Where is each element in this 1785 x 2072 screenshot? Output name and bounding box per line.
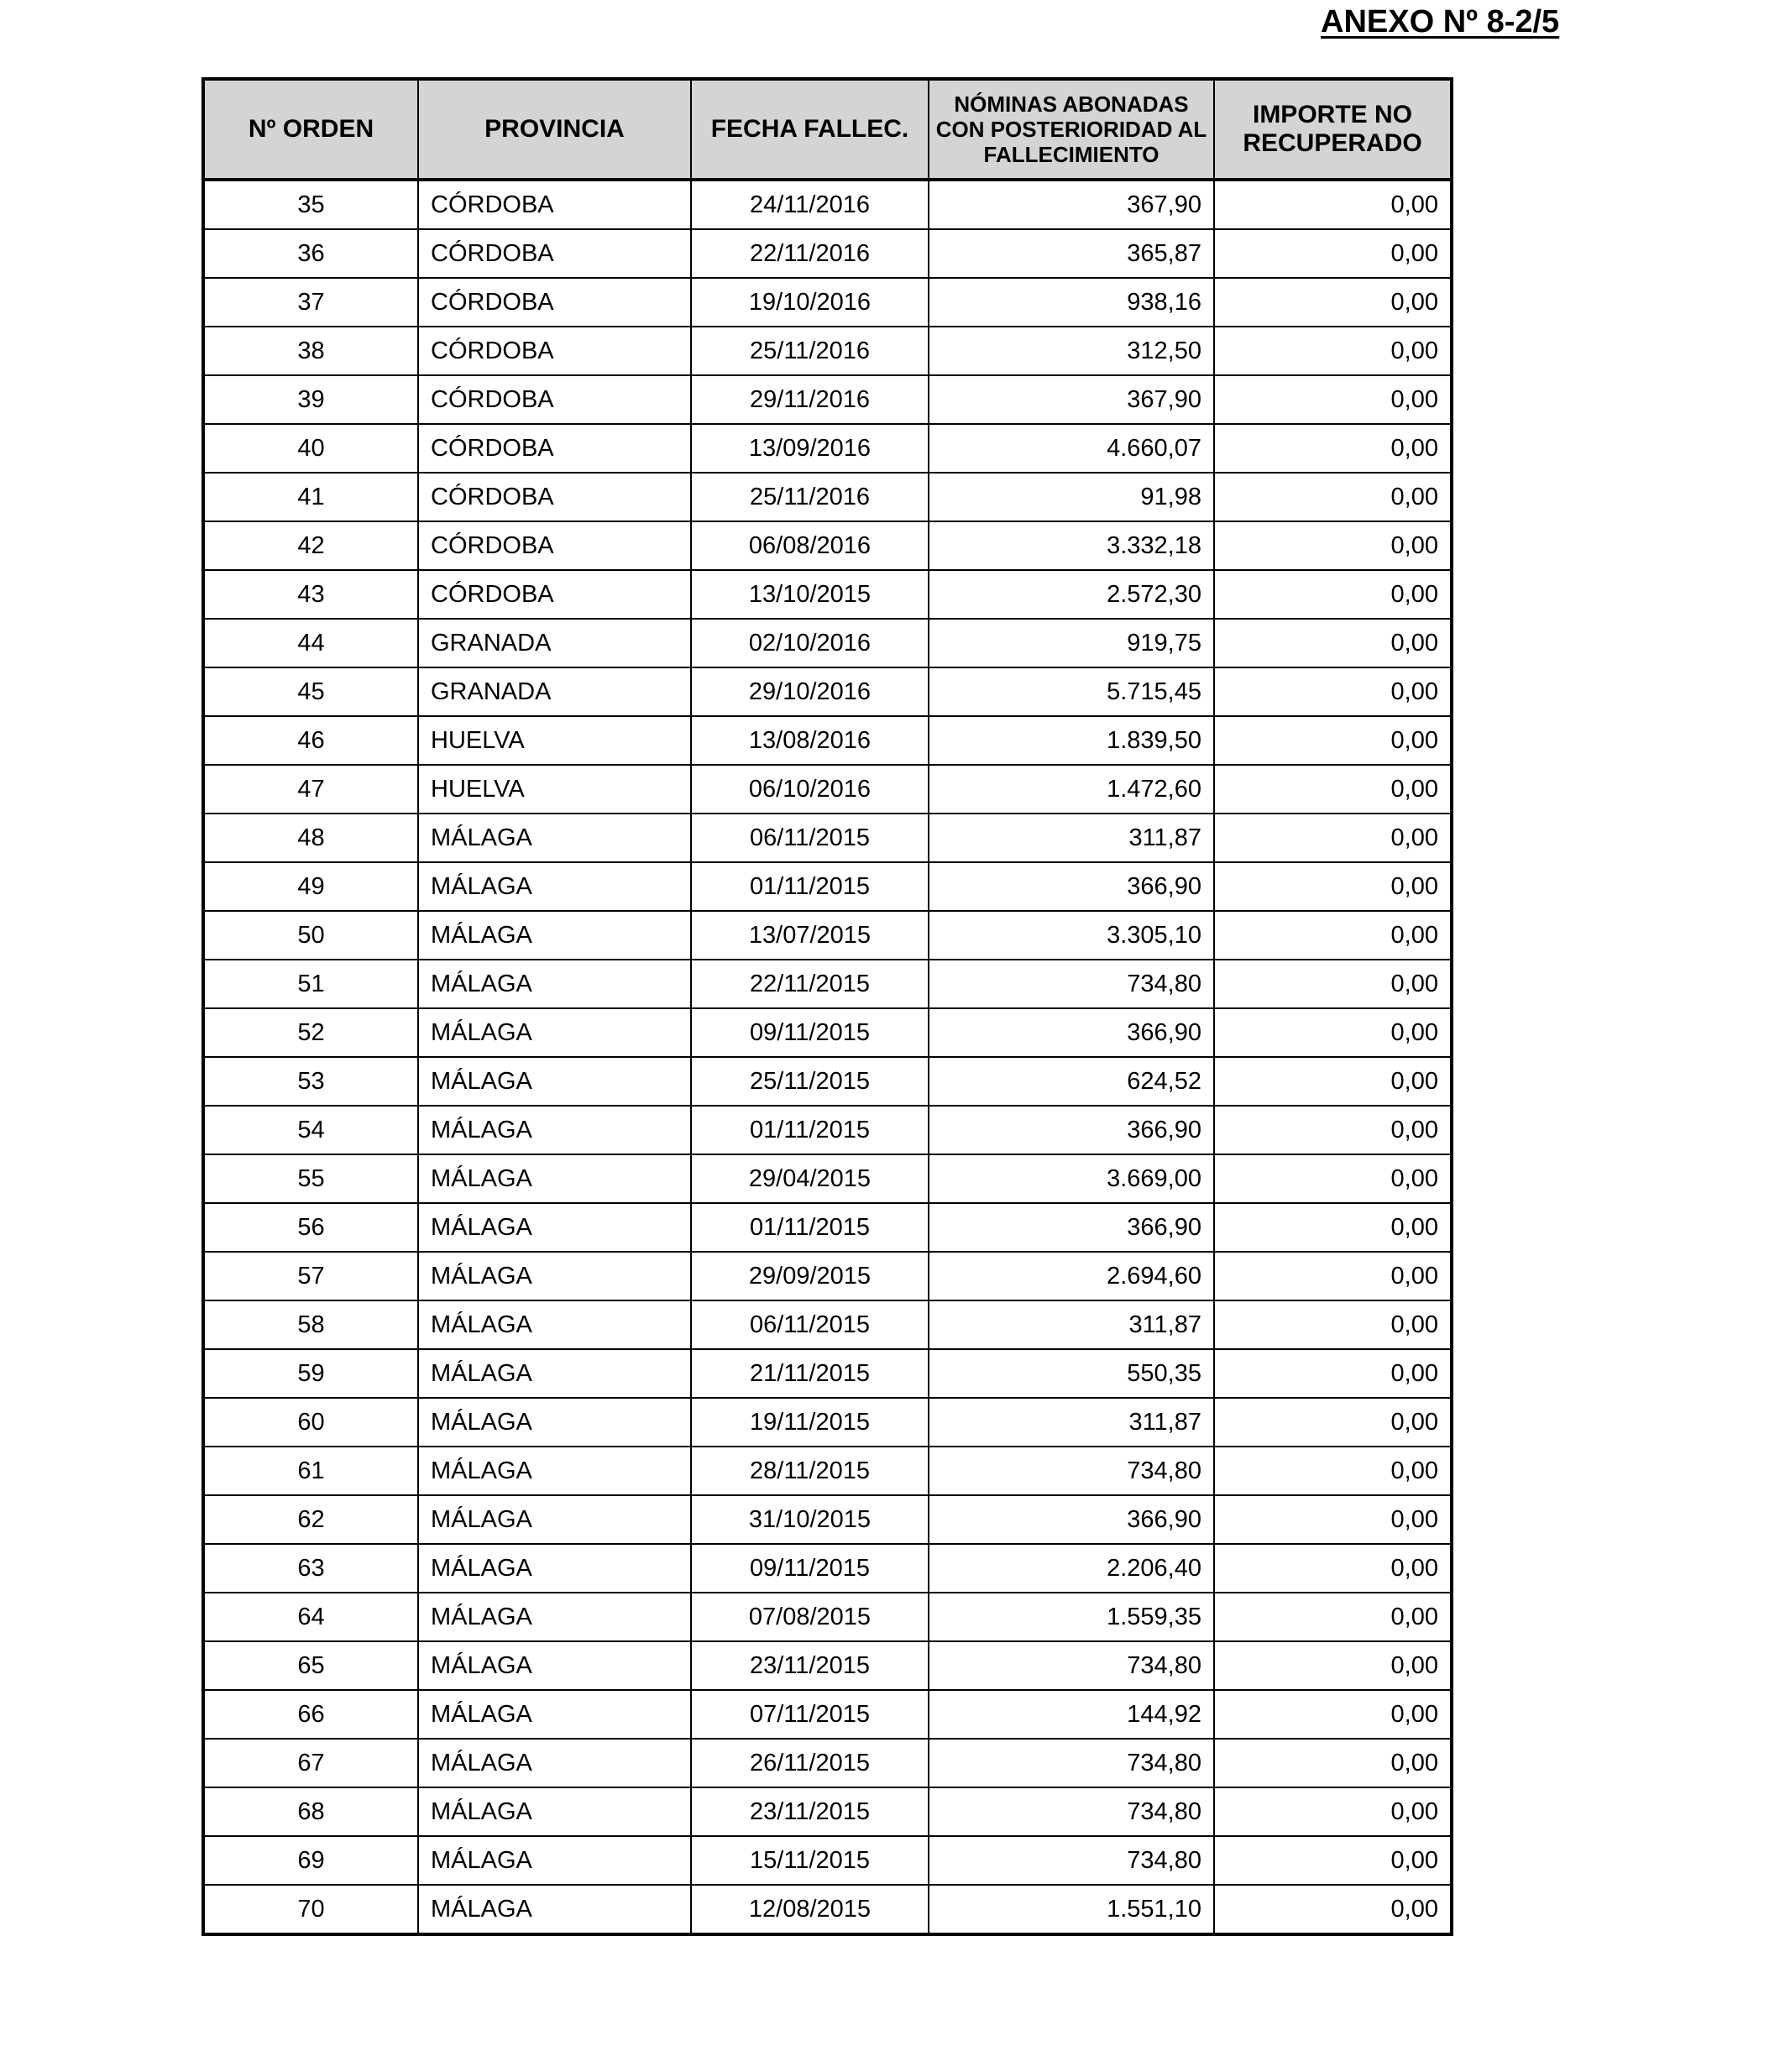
row-fecha: 13/07/2015 [691, 911, 929, 960]
row-nominas: 91,98 [929, 473, 1214, 521]
row-fecha: 13/09/2016 [691, 424, 929, 473]
row-provincia: MÁLAGA [418, 1057, 691, 1106]
row-nominas: 144,92 [929, 1690, 1214, 1739]
header-provincia: PROVINCIA [418, 79, 691, 180]
row-importe: 0,00 [1214, 667, 1452, 716]
table-header [203, 79, 1452, 180]
row-fecha: 25/11/2015 [691, 1057, 929, 1106]
table-row [203, 960, 1452, 1008]
row-nominas: 734,80 [929, 1739, 1214, 1787]
table-row [203, 1544, 1452, 1593]
row-provincia: MÁLAGA [418, 1836, 691, 1885]
row-importe: 0,00 [1214, 570, 1452, 619]
row-provincia: MÁLAGA [418, 1106, 691, 1154]
row-orden: 52 [203, 1008, 418, 1057]
table-row [203, 180, 1452, 229]
table-row [203, 1008, 1452, 1057]
row-orden: 68 [203, 1787, 418, 1836]
row-fecha: 13/08/2016 [691, 716, 929, 765]
row-importe: 0,00 [1214, 1300, 1452, 1349]
row-orden: 43 [203, 570, 418, 619]
row-orden: 37 [203, 278, 418, 327]
row-provincia: CÓRDOBA [418, 327, 691, 375]
table-row [203, 327, 1452, 375]
row-fecha: 06/11/2015 [691, 814, 929, 862]
row-importe: 0,00 [1214, 1154, 1452, 1203]
row-fecha: 29/04/2015 [691, 1154, 929, 1203]
row-provincia: MÁLAGA [418, 1447, 691, 1495]
row-orden: 38 [203, 327, 418, 375]
table-row [203, 1787, 1452, 1836]
table-row [203, 911, 1452, 960]
row-orden: 67 [203, 1739, 418, 1787]
table-row [203, 1398, 1452, 1447]
table-row [203, 667, 1452, 716]
row-orden: 60 [203, 1398, 418, 1447]
table-row [203, 1203, 1452, 1252]
table-row [203, 862, 1452, 911]
row-nominas: 734,80 [929, 1836, 1214, 1885]
row-nominas: 1.559,35 [929, 1593, 1214, 1641]
header-row [203, 79, 1452, 180]
row-orden: 40 [203, 424, 418, 473]
row-provincia: HUELVA [418, 716, 691, 765]
row-nominas: 311,87 [929, 814, 1214, 862]
row-orden: 61 [203, 1447, 418, 1495]
row-provincia: MÁLAGA [418, 1544, 691, 1593]
row-fecha: 13/10/2015 [691, 570, 929, 619]
row-fecha: 01/11/2015 [691, 1106, 929, 1154]
row-provincia: MÁLAGA [418, 1787, 691, 1836]
row-provincia: MÁLAGA [418, 1203, 691, 1252]
row-importe: 0,00 [1214, 327, 1452, 375]
row-provincia: GRANADA [418, 619, 691, 667]
row-importe: 0,00 [1214, 1495, 1452, 1544]
row-nominas: 2.206,40 [929, 1544, 1214, 1593]
table-row [203, 1690, 1452, 1739]
row-orden: 70 [203, 1885, 418, 1934]
row-nominas: 734,80 [929, 1641, 1214, 1690]
row-orden: 47 [203, 765, 418, 814]
row-nominas: 1.472,60 [929, 765, 1214, 814]
row-orden: 50 [203, 911, 418, 960]
table-row [203, 278, 1452, 327]
row-importe: 0,00 [1214, 1885, 1452, 1934]
row-fecha: 28/11/2015 [691, 1447, 929, 1495]
row-fecha: 07/08/2015 [691, 1593, 929, 1641]
row-provincia: CÓRDOBA [418, 180, 691, 229]
row-nominas: 3.305,10 [929, 911, 1214, 960]
row-provincia: CÓRDOBA [418, 521, 691, 570]
header-fecha: FECHA FALLEC. [691, 79, 929, 180]
row-importe: 0,00 [1214, 375, 1452, 424]
table-row [203, 229, 1452, 278]
row-importe: 0,00 [1214, 278, 1452, 327]
row-fecha: 29/09/2015 [691, 1252, 929, 1300]
row-orden: 49 [203, 862, 418, 911]
row-provincia: MÁLAGA [418, 911, 691, 960]
row-nominas: 2.694,60 [929, 1252, 1214, 1300]
row-orden: 53 [203, 1057, 418, 1106]
table-row [203, 1739, 1452, 1787]
table-row [203, 1641, 1452, 1690]
row-importe: 0,00 [1214, 424, 1452, 473]
row-nominas: 312,50 [929, 327, 1214, 375]
row-fecha: 06/11/2015 [691, 1300, 929, 1349]
row-provincia: MÁLAGA [418, 1300, 691, 1349]
row-orden: 59 [203, 1349, 418, 1398]
table-row [203, 765, 1452, 814]
row-nominas: 734,80 [929, 960, 1214, 1008]
table-row [203, 1495, 1452, 1544]
row-nominas: 919,75 [929, 619, 1214, 667]
header-orden: Nº ORDEN [203, 79, 418, 180]
row-importe: 0,00 [1214, 619, 1452, 667]
row-importe: 0,00 [1214, 1349, 1452, 1398]
row-fecha: 21/11/2015 [691, 1349, 929, 1398]
row-fecha: 01/11/2015 [691, 1203, 929, 1252]
row-importe: 0,00 [1214, 1593, 1452, 1641]
row-importe: 0,00 [1214, 862, 1452, 911]
table-row [203, 1106, 1452, 1154]
row-provincia: MÁLAGA [418, 1398, 691, 1447]
row-orden: 42 [203, 521, 418, 570]
row-orden: 65 [203, 1641, 418, 1690]
table-row [203, 619, 1452, 667]
row-provincia: CÓRDOBA [418, 278, 691, 327]
row-fecha: 31/10/2015 [691, 1495, 929, 1544]
table-body [203, 180, 1452, 1934]
row-importe: 0,00 [1214, 1544, 1452, 1593]
row-provincia: CÓRDOBA [418, 375, 691, 424]
row-nominas: 366,90 [929, 1106, 1214, 1154]
row-provincia: MÁLAGA [418, 960, 691, 1008]
row-importe: 0,00 [1214, 1690, 1452, 1739]
row-orden: 62 [203, 1495, 418, 1544]
row-importe: 0,00 [1214, 1836, 1452, 1885]
row-nominas: 366,90 [929, 862, 1214, 911]
row-fecha: 22/11/2016 [691, 229, 929, 278]
row-nominas: 5.715,45 [929, 667, 1214, 716]
row-importe: 0,00 [1214, 1057, 1452, 1106]
row-provincia: HUELVA [418, 765, 691, 814]
row-nominas: 365,87 [929, 229, 1214, 278]
table-row [203, 1252, 1452, 1300]
table-row [203, 716, 1452, 765]
row-fecha: 25/11/2016 [691, 327, 929, 375]
row-nominas: 366,90 [929, 1203, 1214, 1252]
table-row [203, 1300, 1452, 1349]
row-importe: 0,00 [1214, 1252, 1452, 1300]
row-orden: 51 [203, 960, 418, 1008]
row-importe: 0,00 [1214, 814, 1452, 862]
row-importe: 0,00 [1214, 1447, 1452, 1495]
row-nominas: 550,35 [929, 1349, 1214, 1398]
row-orden: 45 [203, 667, 418, 716]
row-orden: 66 [203, 1690, 418, 1739]
row-nominas: 624,52 [929, 1057, 1214, 1106]
table-row [203, 814, 1452, 862]
row-importe: 0,00 [1214, 521, 1452, 570]
row-fecha: 29/10/2016 [691, 667, 929, 716]
table-row [203, 375, 1452, 424]
row-provincia: MÁLAGA [418, 862, 691, 911]
row-provincia: MÁLAGA [418, 1154, 691, 1203]
row-importe: 0,00 [1214, 765, 1452, 814]
row-importe: 0,00 [1214, 1787, 1452, 1836]
row-provincia: MÁLAGA [418, 1739, 691, 1787]
row-provincia: CÓRDOBA [418, 424, 691, 473]
row-fecha: 22/11/2015 [691, 960, 929, 1008]
row-importe: 0,00 [1214, 1008, 1452, 1057]
table-row [203, 1593, 1452, 1641]
row-fecha: 12/08/2015 [691, 1885, 929, 1934]
row-provincia: MÁLAGA [418, 1008, 691, 1057]
row-fecha: 09/11/2015 [691, 1008, 929, 1057]
row-fecha: 23/11/2015 [691, 1641, 929, 1690]
row-orden: 46 [203, 716, 418, 765]
table-row [203, 521, 1452, 570]
row-nominas: 367,90 [929, 180, 1214, 229]
row-orden: 36 [203, 229, 418, 278]
table-row [203, 1057, 1452, 1106]
row-provincia: MÁLAGA [418, 1495, 691, 1544]
row-importe: 0,00 [1214, 716, 1452, 765]
row-importe: 0,00 [1214, 473, 1452, 521]
row-fecha: 06/08/2016 [691, 521, 929, 570]
row-orden: 57 [203, 1252, 418, 1300]
row-nominas: 366,90 [929, 1008, 1214, 1057]
row-provincia: MÁLAGA [418, 1349, 691, 1398]
row-importe: 0,00 [1214, 1641, 1452, 1690]
row-importe: 0,00 [1214, 1398, 1452, 1447]
row-nominas: 2.572,30 [929, 570, 1214, 619]
row-nominas: 3.669,00 [929, 1154, 1214, 1203]
row-fecha: 24/11/2016 [691, 180, 929, 229]
row-fecha: 02/10/2016 [691, 619, 929, 667]
row-importe: 0,00 [1214, 180, 1452, 229]
row-orden: 58 [203, 1300, 418, 1349]
row-nominas: 3.332,18 [929, 521, 1214, 570]
row-fecha: 06/10/2016 [691, 765, 929, 814]
row-importe: 0,00 [1214, 1106, 1452, 1154]
row-nominas: 938,16 [929, 278, 1214, 327]
row-nominas: 1.551,10 [929, 1885, 1214, 1934]
row-orden: 41 [203, 473, 418, 521]
row-fecha: 25/11/2016 [691, 473, 929, 521]
row-orden: 56 [203, 1203, 418, 1252]
row-orden: 35 [203, 180, 418, 229]
table-row [203, 424, 1452, 473]
row-orden: 55 [203, 1154, 418, 1203]
row-provincia: CÓRDOBA [418, 570, 691, 619]
row-orden: 48 [203, 814, 418, 862]
row-fecha: 09/11/2015 [691, 1544, 929, 1593]
row-fecha: 29/11/2016 [691, 375, 929, 424]
row-provincia: MÁLAGA [418, 1641, 691, 1690]
row-fecha: 07/11/2015 [691, 1690, 929, 1739]
row-fecha: 01/11/2015 [691, 862, 929, 911]
row-provincia: MÁLAGA [418, 814, 691, 862]
row-nominas: 366,90 [929, 1495, 1214, 1544]
row-nominas: 367,90 [929, 375, 1214, 424]
header-importe: IMPORTE NO RECUPERADO [1214, 79, 1452, 180]
row-importe: 0,00 [1214, 911, 1452, 960]
table-row [203, 1154, 1452, 1203]
row-provincia: MÁLAGA [418, 1593, 691, 1641]
row-fecha: 19/10/2016 [691, 278, 929, 327]
table-row [203, 1447, 1452, 1495]
row-provincia: MÁLAGA [418, 1690, 691, 1739]
annex-title: ANEXO Nº 8-2/5 [1321, 4, 1560, 39]
row-orden: 54 [203, 1106, 418, 1154]
row-importe: 0,00 [1214, 1203, 1452, 1252]
table-row [203, 1836, 1452, 1885]
row-fecha: 26/11/2015 [691, 1739, 929, 1787]
header-nominas: NÓMINAS ABONADAS CON POSTERIORIDAD AL FALLECIMIENTO [929, 79, 1214, 180]
row-provincia: CÓRDOBA [418, 229, 691, 278]
row-orden: 39 [203, 375, 418, 424]
table-row [203, 1885, 1452, 1934]
table-row [203, 473, 1452, 521]
row-nominas: 311,87 [929, 1398, 1214, 1447]
row-orden: 63 [203, 1544, 418, 1593]
row-nominas: 311,87 [929, 1300, 1214, 1349]
row-importe: 0,00 [1214, 229, 1452, 278]
row-nominas: 734,80 [929, 1787, 1214, 1836]
row-nominas: 4.660,07 [929, 424, 1214, 473]
row-importe: 0,00 [1214, 960, 1452, 1008]
row-orden: 44 [203, 619, 418, 667]
table-row [203, 1349, 1452, 1398]
row-nominas: 1.839,50 [929, 716, 1214, 765]
row-fecha: 15/11/2015 [691, 1836, 929, 1885]
row-nominas: 734,80 [929, 1447, 1214, 1495]
row-provincia: CÓRDOBA [418, 473, 691, 521]
row-fecha: 23/11/2015 [691, 1787, 929, 1836]
row-provincia: GRANADA [418, 667, 691, 716]
row-provincia: MÁLAGA [418, 1885, 691, 1934]
row-importe: 0,00 [1214, 1739, 1452, 1787]
row-fecha: 19/11/2015 [691, 1398, 929, 1447]
row-orden: 69 [203, 1836, 418, 1885]
row-provincia: MÁLAGA [418, 1252, 691, 1300]
table-row [203, 570, 1452, 619]
deaths-payments-table [202, 77, 1453, 1936]
row-orden: 64 [203, 1593, 418, 1641]
